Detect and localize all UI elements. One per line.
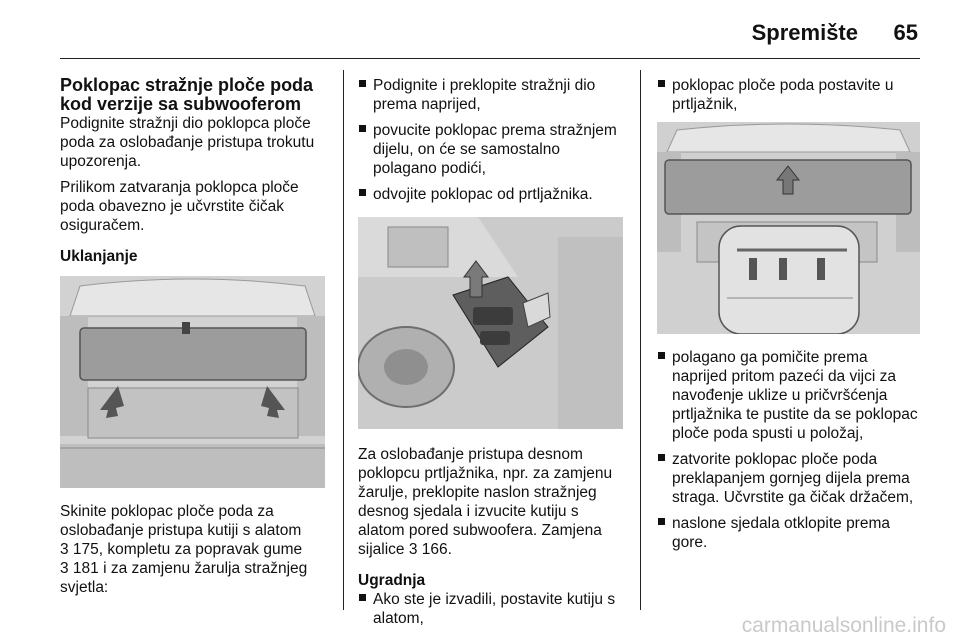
list-item: Podignite i preklopite stražnji dio prema naprijed, (358, 76, 626, 114)
page-title: Spremište (751, 20, 858, 45)
bullet-icon (658, 352, 665, 359)
list-item: povucite poklopac prema stražnjem dijelu, on će se samostalno polagano podići, (358, 121, 626, 178)
bullet-icon (359, 80, 366, 87)
list-item: poklopac ploče poda postavite u prtljažnik, (657, 76, 925, 114)
figure-toolbox-subwoofer (358, 217, 623, 429)
column-divider-2 (640, 70, 641, 610)
cargo-floor-illustration (60, 276, 325, 488)
paragraph-2: Prilikom zatvaranja poklopca ploče poda obavezno je učvrstite čičak osiguračem. (60, 179, 299, 234)
subheading-installation: Ugradnja (358, 572, 426, 589)
bullet-icon (658, 80, 665, 87)
bullet-icon (658, 454, 665, 461)
install-illustration (657, 122, 920, 334)
paragraph-desc: Za oslobađanje pristupa desnom poklopcu prtljažnika, npr. za zamjenu žarulje, preklopite naslon stražnjeg desnog sjedala i izvucite kutiju s alatom pored subwoofera. Zamjena sijalice 3 166. (358, 446, 613, 558)
bullet-icon (359, 189, 366, 196)
column-2 (358, 76, 626, 628)
bullet-icon (359, 594, 366, 601)
list-item: odvojite poklopac od prtljažnika. (358, 185, 626, 204)
bullet-icon (359, 125, 366, 132)
watermark: carmanualsonline.info (741, 614, 946, 637)
bullet-icon (658, 518, 665, 525)
figure-cargo-floor-removal (60, 276, 325, 488)
page-header (60, 14, 920, 58)
subheading-removal: Uklanjanje (60, 248, 138, 265)
list-item: Ako ste je izvadili, postavite kutiju s alatom, (358, 590, 626, 628)
section-heading: Poklopac stražnje ploče poda kod verzije sa subwooferom (60, 75, 314, 114)
list-item: naslone sjedala otklopite prema gore. (657, 514, 925, 552)
column-3 (657, 76, 925, 552)
paragraph-1: Podignite stražnji dio poklopca ploče poda za oslobađanje pristupa trokutu upozorenja. (60, 115, 315, 170)
toolbox-illustration (358, 217, 623, 429)
column-1 (60, 76, 325, 597)
figure-cargo-floor-install (657, 122, 920, 334)
header-divider (60, 58, 920, 59)
page-number: 65 (893, 20, 918, 45)
figure-caption: Skinite poklopac ploče poda za oslobađanje pristupa kutiji s alatom 3 175, kompletu za popravak gume 3 181 i za zamjenu žarulja stražnjeg svjetla: (60, 503, 308, 596)
list-item: polagano ga pomičite prema naprijed pritom pazeći da vijci za navođenje uklize u pričvršćenja prtljažnika te pustite da se poklopac ploče poda spusti u položaj, (657, 348, 925, 443)
column-divider-1 (343, 70, 344, 610)
list-item: zatvorite poklopac ploče poda preklapanjem gornjeg dijela prema straga. Učvrstite ga čičak držačem, (657, 450, 925, 507)
